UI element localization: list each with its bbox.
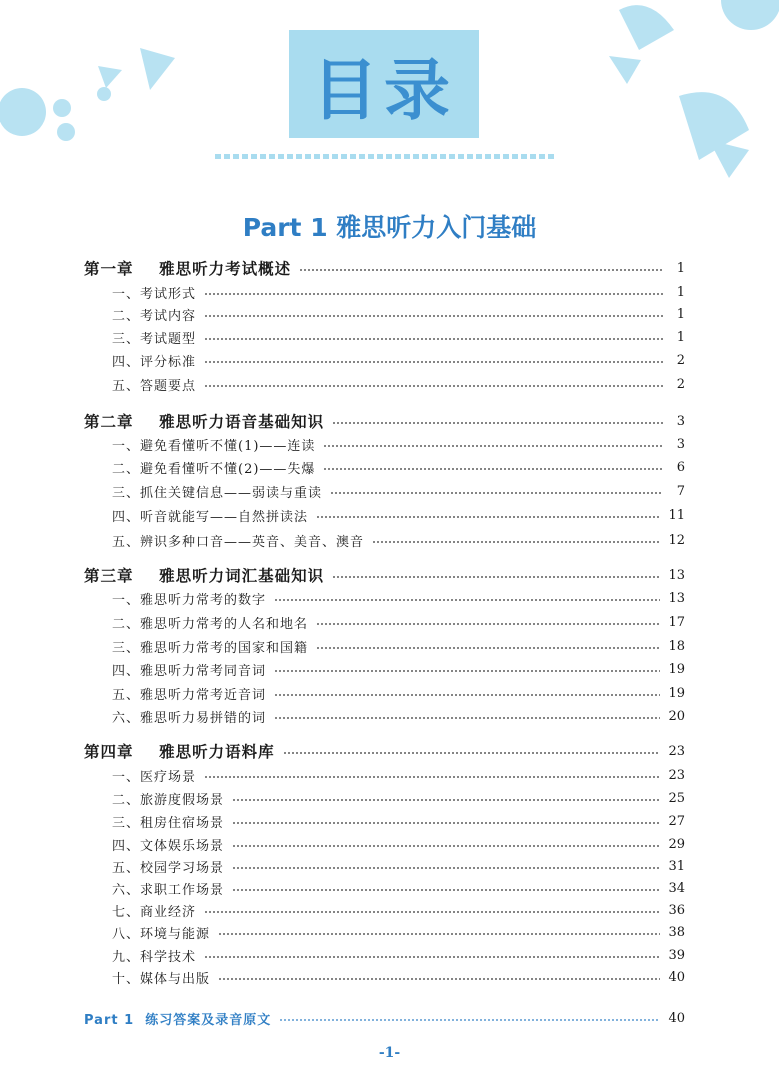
toc-section-row[interactable] — [112, 282, 685, 302]
toc-leader-dots — [204, 911, 660, 913]
toc-leader-dots — [372, 541, 660, 543]
toc-entry-label: 八、环境与能源 — [112, 926, 211, 942]
toc-leader-dots — [204, 956, 660, 958]
toc-entry-label: 十、媒体与出版 — [112, 971, 211, 987]
toc-leader-dots — [316, 623, 660, 625]
toc-entry-label: 四、雅思听力常考同音词 — [112, 663, 267, 679]
page-number: -1- — [378, 1045, 401, 1061]
toc-page-number: 34 — [668, 880, 685, 896]
toc-chapter-row[interactable] — [84, 258, 685, 278]
toc-section-row[interactable] — [112, 922, 685, 942]
toc-leader-dots — [204, 361, 663, 363]
toc-entry-label: 一、避免看懂听不懂(1)——连读 — [112, 438, 316, 454]
toc-leader-dots — [204, 338, 663, 340]
toc-section-row[interactable] — [112, 350, 685, 370]
toc-entry-label: 三、雅思听力常考的国家和国籍 — [112, 640, 309, 656]
toc-page-number: 7 — [676, 483, 685, 499]
toc-section-row[interactable] — [112, 374, 685, 394]
toc-page-number: 38 — [668, 924, 685, 940]
toc-page-number: 1 — [676, 284, 685, 300]
toc-leader-dots — [274, 670, 660, 672]
toc-entry-label: 第三章 雅思听力词汇基础知识 — [84, 567, 325, 585]
toc-section-row[interactable] — [112, 636, 685, 656]
toc-entry-label: 五、校园学习场景 — [112, 860, 225, 876]
toc-section-row[interactable] — [112, 304, 685, 324]
toc-section-row[interactable] — [112, 612, 685, 632]
toc-chapter-row[interactable] — [84, 411, 685, 431]
toc-entry-label: 三、考试题型 — [112, 331, 197, 347]
toc-entry-label: 五、答题要点 — [112, 378, 197, 394]
toc-entry-label: 五、雅思听力常考近音词 — [112, 687, 267, 703]
toc-page-number: 19 — [668, 661, 685, 677]
toc-leader-dots — [204, 776, 660, 778]
toc-entry-label: 第四章 雅思听力语料库 — [84, 743, 275, 761]
toc-leader-dots — [274, 717, 660, 719]
toc-leader-dots — [274, 694, 660, 696]
toc-entry-label: 四、评分标准 — [112, 354, 197, 370]
toc-leader-dots — [299, 269, 663, 271]
toc-leader-dots — [323, 445, 663, 447]
toc-leader-dots — [204, 385, 663, 387]
toc-page-number: 27 — [668, 813, 685, 829]
toc-section-row[interactable] — [112, 706, 685, 726]
toc-entry-label: 四、文体娱乐场景 — [112, 838, 225, 854]
toc-chapter-row[interactable] — [84, 565, 685, 585]
toc-page-number: 1 — [676, 260, 685, 276]
part-heading: Part 1 雅思听力入门基础 — [242, 213, 537, 242]
toc-page-number: 1 — [676, 306, 685, 322]
toc-section-row[interactable] — [112, 900, 685, 920]
toc-entry-label: 第二章 雅思听力语音基础知识 — [84, 413, 325, 431]
toc-section-row[interactable] — [112, 788, 685, 808]
toc-page-number: 3 — [676, 413, 685, 429]
toc-page-number: 11 — [668, 507, 685, 523]
toc-section-row[interactable] — [112, 945, 685, 965]
toc-section-row[interactable] — [112, 683, 685, 703]
toc-leader-dots — [283, 752, 661, 754]
toc-page-number: 18 — [668, 638, 685, 654]
toc-entry-label: 三、租房住宿场景 — [112, 815, 225, 831]
toc-leader-dots — [232, 799, 660, 801]
toc-entry-label: 第一章 雅思听力考试概述 — [84, 260, 292, 278]
decoration-top-left — [0, 0, 200, 160]
toc-entry-label: 三、抓住关键信息——弱读与重读 — [112, 485, 323, 501]
toc-entry-label: Part 1 练习答案及录音原文 — [84, 1012, 272, 1028]
page-title: 目录 — [312, 51, 456, 129]
toc-section-row[interactable] — [112, 811, 685, 831]
toc-section-row[interactable] — [112, 967, 685, 987]
toc-page-number: 29 — [668, 836, 685, 852]
toc-leader-dots — [232, 889, 660, 891]
toc-page-number: 40 — [668, 1010, 685, 1026]
toc-section-row[interactable] — [112, 856, 685, 876]
toc-section-row[interactable] — [112, 457, 685, 477]
decoration-top-right — [579, 0, 779, 190]
toc-section-row[interactable] — [112, 834, 685, 854]
toc-leader-dots — [232, 845, 660, 847]
title-underline — [215, 154, 555, 159]
toc-page-number: 2 — [676, 352, 685, 368]
toc-leader-dots — [274, 599, 660, 601]
title-box — [289, 30, 479, 138]
toc-section-row[interactable] — [112, 530, 685, 550]
toc-page-number: 23 — [668, 743, 685, 759]
toc-page-number: 36 — [668, 902, 685, 918]
toc-section-row[interactable] — [112, 505, 685, 525]
toc-leader-dots — [232, 822, 660, 824]
toc-page-number: 6 — [676, 459, 685, 475]
toc-answer-row[interactable] — [84, 1008, 685, 1028]
toc-entry-label: 五、辨识多种口音——英音、美音、澳音 — [112, 534, 365, 550]
toc-page-number: 13 — [668, 567, 685, 583]
toc-page-number: 20 — [668, 708, 685, 724]
toc-page-number: 19 — [668, 685, 685, 701]
toc-leader-dots — [218, 978, 660, 980]
toc-entry-label: 二、避免看懂听不懂(2)——失爆 — [112, 461, 316, 477]
toc-page-number: 31 — [668, 858, 685, 874]
toc-page-number: 23 — [668, 767, 685, 783]
toc-page-number: 12 — [668, 532, 685, 548]
toc-section-row[interactable] — [112, 659, 685, 679]
toc-leader-dots — [204, 315, 663, 317]
toc-entry-label: 六、雅思听力易拼错的词 — [112, 710, 267, 726]
toc-section-row[interactable] — [112, 588, 685, 608]
toc-leader-dots — [332, 422, 663, 424]
toc-page-number: 2 — [676, 376, 685, 392]
toc-entry-label: 二、考试内容 — [112, 308, 197, 324]
toc-leader-dots — [218, 933, 660, 935]
toc-entry-label: 二、旅游度假场景 — [112, 792, 225, 808]
toc-page-number: 13 — [668, 590, 685, 606]
toc-leader-dots — [316, 516, 660, 518]
toc-entry-label: 一、雅思听力常考的数字 — [112, 592, 267, 608]
toc-leader-dots — [204, 293, 663, 295]
toc-page-number: 3 — [676, 436, 685, 452]
toc-page-number: 1 — [676, 329, 685, 345]
toc-page-number: 40 — [668, 969, 685, 985]
toc-page-number: 39 — [668, 947, 685, 963]
toc-chapter-row[interactable] — [84, 741, 685, 761]
toc-leader-dots — [332, 576, 660, 578]
toc-page-number: 17 — [668, 614, 685, 630]
toc-entry-label: 六、求职工作场景 — [112, 882, 225, 898]
toc-leader-dots — [316, 647, 660, 649]
toc-leader-dots — [323, 468, 663, 470]
toc-section-row[interactable] — [112, 765, 685, 785]
toc-entry-label: 一、医疗场景 — [112, 769, 197, 785]
toc-entry-label: 七、商业经济 — [112, 904, 197, 920]
toc-section-row[interactable] — [112, 327, 685, 347]
toc-entry-label: 一、考试形式 — [112, 286, 197, 302]
toc-page-number: 25 — [668, 790, 685, 806]
toc-entry-label: 二、雅思听力常考的人名和地名 — [112, 616, 309, 632]
toc-entry-label: 四、听音就能写——自然拼读法 — [112, 509, 309, 525]
toc-section-row[interactable] — [112, 481, 685, 501]
toc-entry-label: 九、科学技术 — [112, 949, 197, 965]
toc-leader-dots — [279, 1019, 660, 1021]
toc-leader-dots — [232, 867, 660, 869]
toc-leader-dots — [330, 492, 663, 494]
toc-section-row[interactable] — [112, 878, 685, 898]
toc-section-row[interactable] — [112, 434, 685, 454]
